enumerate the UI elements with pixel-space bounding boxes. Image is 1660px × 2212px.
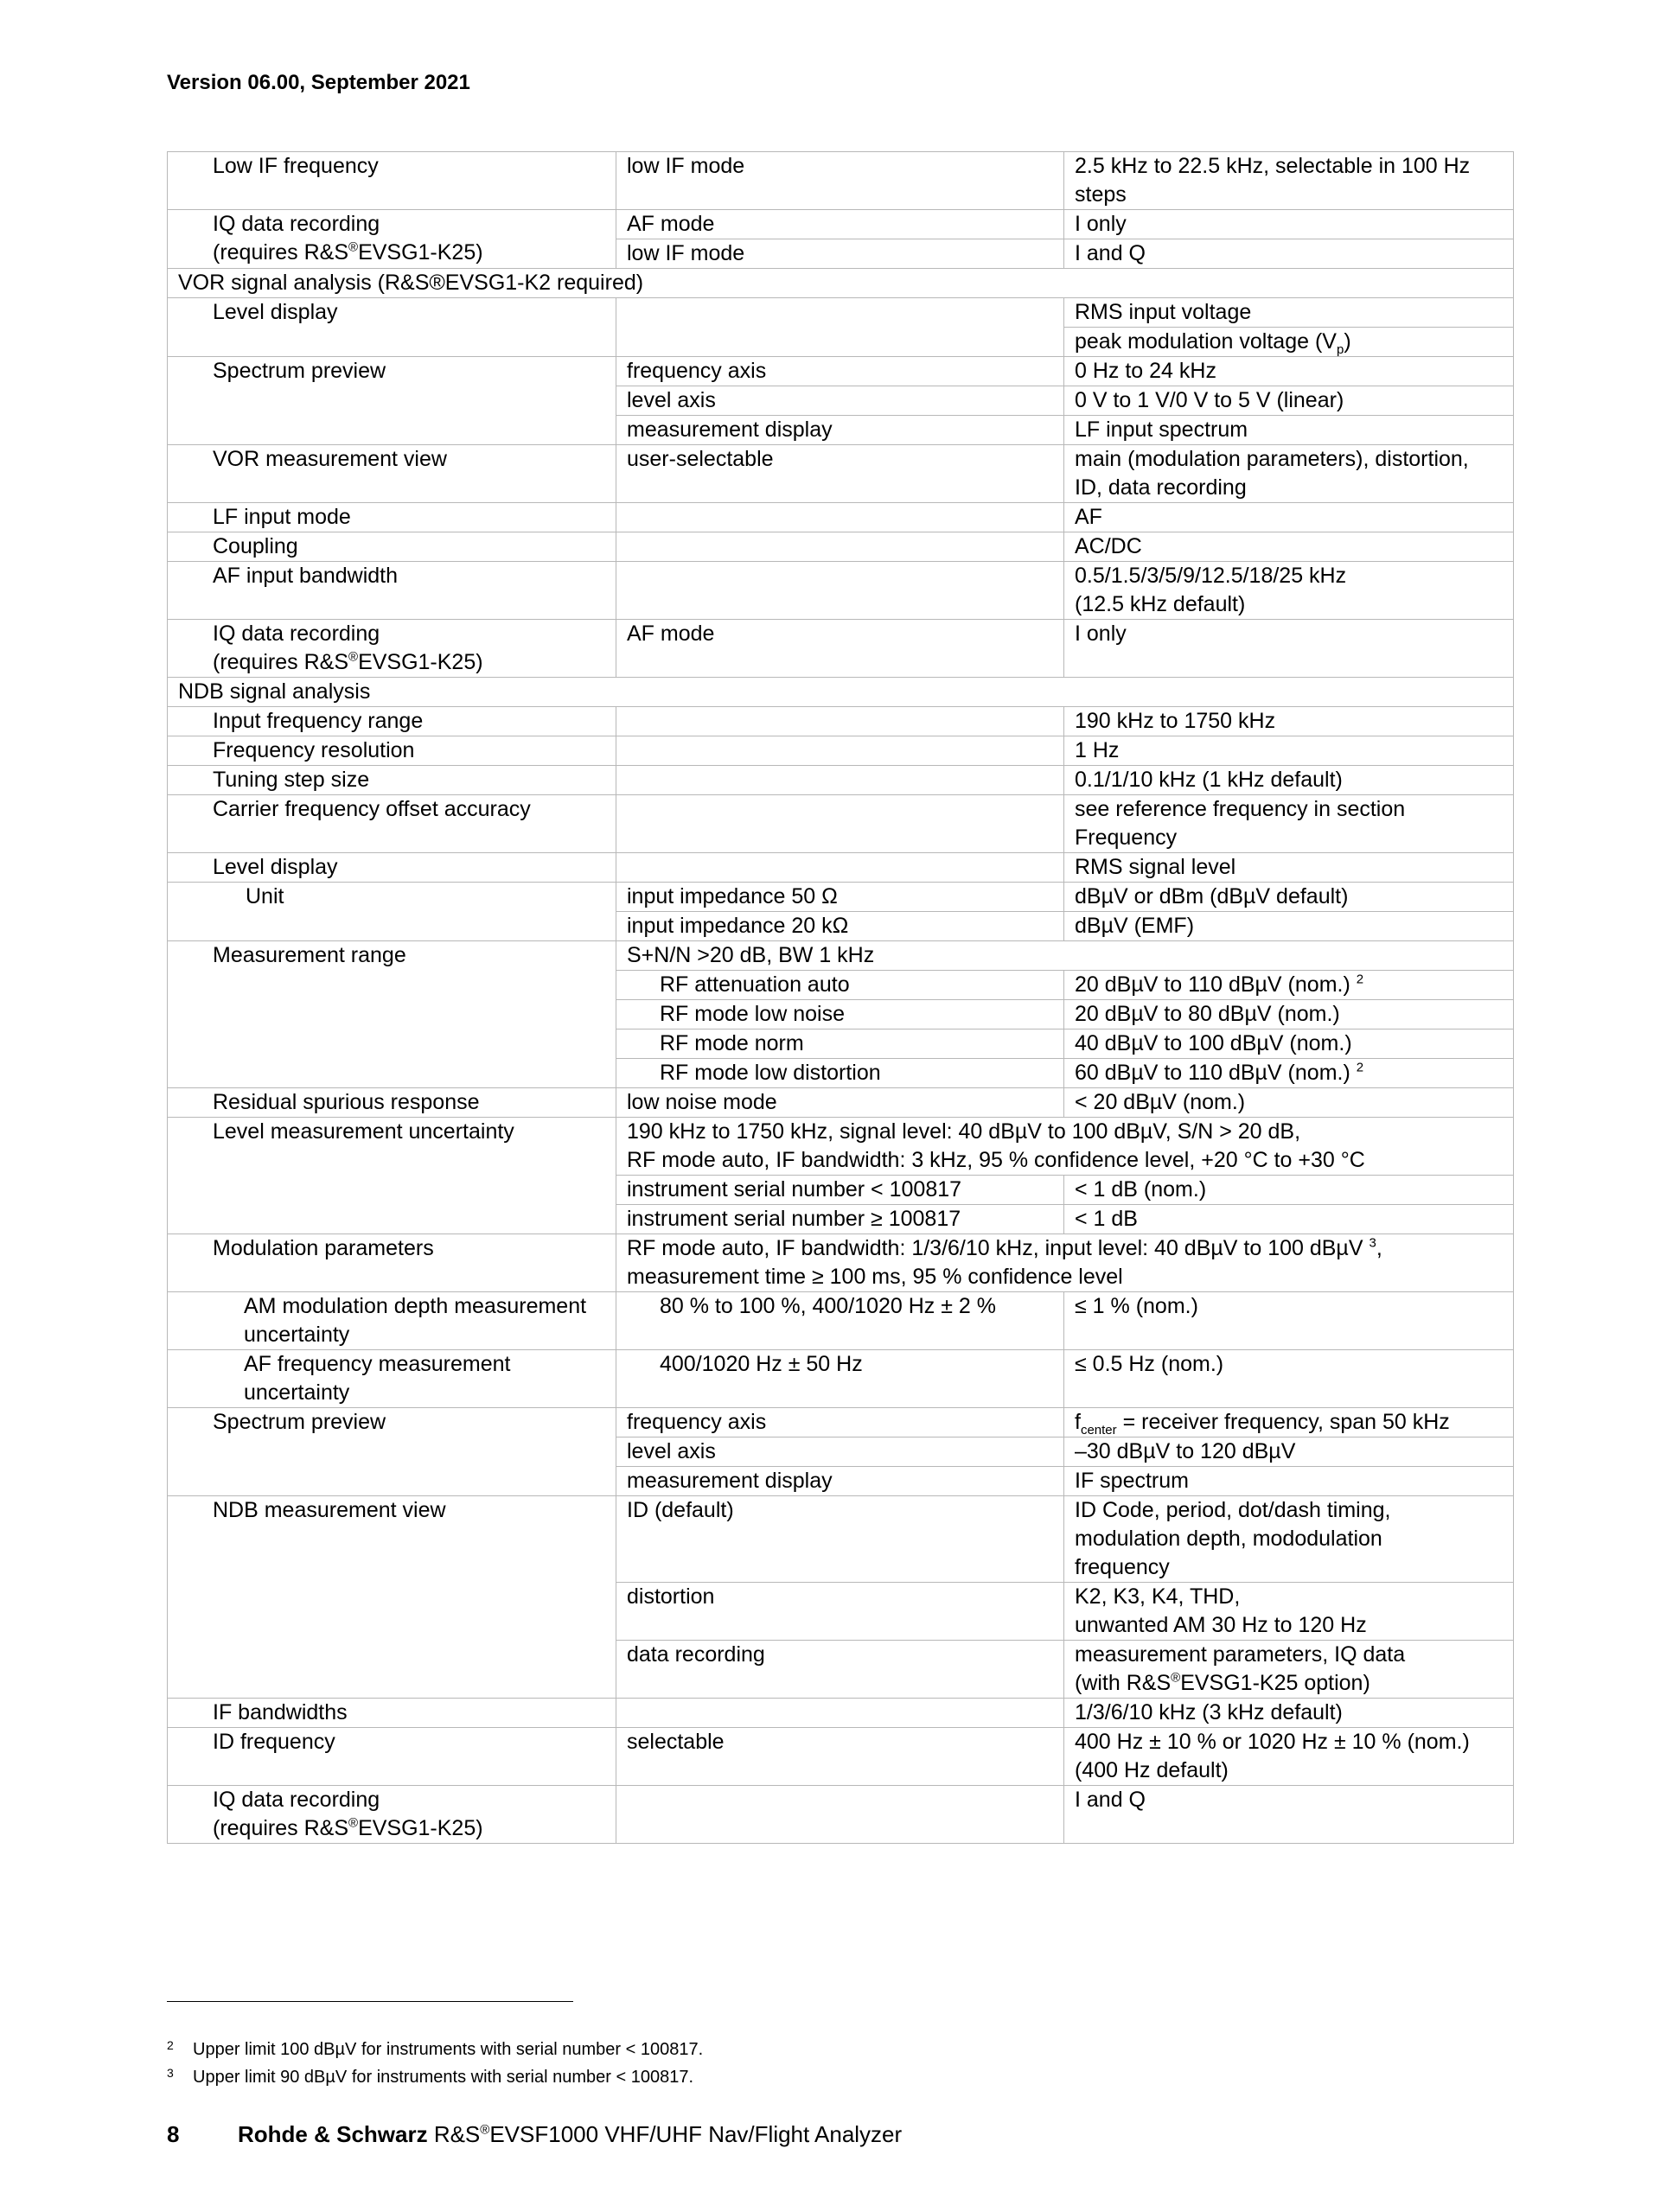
footnote-ref: 2	[1356, 1060, 1364, 1075]
version-header: Version 06.00, September 2021	[167, 71, 470, 94]
table-row	[168, 1786, 1514, 1844]
value-cell: 60 dBµV to 110 dBµV (nom.) $^2$	[1064, 1059, 1514, 1088]
table-row	[168, 1496, 1514, 1583]
table-row	[168, 1118, 1514, 1176]
value-cell: LF input spectrum	[1064, 416, 1514, 445]
value-cell: I and Q	[1064, 239, 1514, 269]
table-row	[168, 503, 1514, 532]
value-cell: < 1 dB (nom.)	[1064, 1176, 1514, 1205]
table-row	[168, 1408, 1514, 1437]
param-cell: Level display	[168, 298, 616, 357]
value-cell: dBµV or dBm (dBµV default)	[1064, 883, 1514, 912]
table-row	[168, 795, 1514, 853]
condition-cell: low noise mode	[616, 1088, 1064, 1118]
value-cell: 2.5 kHz to 22.5 kHz, selectable in 100 Hz steps	[1064, 152, 1514, 210]
table-row	[168, 210, 1514, 239]
param-cell: Measurement range	[168, 941, 616, 1088]
condition-cell: RF mode auto, IF bandwidth: 1/3/6/10 kHz, input level: 40 dBµV to 100 dBµV $^3$, measurement time ≥ 100 ms, 95 % confidence level	[616, 1234, 1514, 1292]
value-cell: 0.1/1/10 kHz (1 kHz default)	[1064, 766, 1514, 795]
value-cell: –30 dBµV to 120 dBµV	[1064, 1437, 1514, 1467]
table-row	[168, 620, 1514, 678]
table-row	[168, 1350, 1514, 1408]
condition-cell: user-selectable	[616, 445, 1064, 503]
value-cell: I only	[1064, 620, 1514, 678]
param-cell: Frequency resolution	[168, 736, 616, 766]
section-heading: VOR signal analysis (R&S®EVSG1-K2 required)	[168, 269, 1514, 298]
param-cell: Low IF frequency	[168, 152, 616, 210]
condition-cell: level axis	[616, 386, 1064, 416]
condition-cell: ID (default)	[616, 1496, 1064, 1583]
value-cell: 20 dBµV to 80 dBµV (nom.)	[1064, 1000, 1514, 1030]
page-number: 8	[167, 2121, 180, 2147]
condition-cell	[616, 707, 1064, 736]
param-cell: AM modulation depth measurement uncertainty	[168, 1292, 616, 1350]
param-cell: IQ data recording (requires R&S®EVSG1-K25)	[168, 620, 616, 678]
table-row	[168, 1088, 1514, 1118]
footnote-text: Upper limit 100 dBµV for instruments with serial number < 100817.	[193, 2040, 704, 2059]
condition-cell: input impedance 50 Ω	[616, 883, 1064, 912]
condition-cell: AF mode	[616, 210, 1064, 239]
value-cell: peak modulation voltage $(V_p)$	[1064, 328, 1514, 357]
table-row	[168, 853, 1514, 883]
condition-cell	[616, 736, 1064, 766]
param-cell: Spectrum preview	[168, 357, 616, 445]
param-cell: Level display	[168, 853, 616, 883]
value-cell: 1 Hz	[1064, 736, 1514, 766]
condition-cell	[616, 532, 1064, 562]
condition-cell: selectable	[616, 1728, 1064, 1786]
param-cell: Residual spurious response	[168, 1088, 616, 1118]
condition-cell: RF attenuation auto	[616, 971, 1064, 1000]
condition-cell: low IF mode	[616, 239, 1064, 269]
value-cell: 40 dBµV to 100 dBµV (nom.)	[1064, 1030, 1514, 1059]
condition-cell: low IF mode	[616, 152, 1064, 210]
value-cell: 0 V to 1 V/0 V to 5 V (linear)	[1064, 386, 1514, 416]
param-cell: Spectrum preview	[168, 1408, 616, 1496]
footnote-number: 2	[167, 2038, 174, 2052]
table-row	[168, 1728, 1514, 1786]
condition-cell	[616, 298, 1064, 357]
value-cell: ≤ 0.5 Hz (nom.)	[1064, 1350, 1514, 1408]
param-cell: IF bandwidths	[168, 1699, 616, 1728]
param-cell: NDB measurement view	[168, 1496, 616, 1699]
footnote-ref: 2	[1356, 972, 1364, 987]
condition-cell: distortion	[616, 1583, 1064, 1641]
param-cell: Carrier frequency offset accuracy	[168, 795, 616, 853]
section-row	[168, 678, 1514, 707]
condition-cell: instrument serial number ≥ 100817	[616, 1205, 1064, 1234]
value-cell: main (modulation parameters), distortion, ID, data recording	[1064, 445, 1514, 503]
condition-cell: RF mode low distortion	[616, 1059, 1064, 1088]
table-row	[168, 941, 1514, 971]
condition-cell: measurement display	[616, 416, 1064, 445]
condition-cell	[616, 853, 1064, 883]
condition-cell: input impedance 20 kΩ	[616, 912, 1064, 941]
footnote-text: Upper limit 90 dBµV for instruments with serial number < 100817.	[193, 2068, 694, 2087]
param-cell: AF input bandwidth	[168, 562, 616, 620]
value-cell: < 1 dB	[1064, 1205, 1514, 1234]
footnote-divider	[167, 2001, 573, 2002]
value-cell: $f_{center}$ = receiver frequency, span 50 kHz	[1064, 1408, 1514, 1437]
value-cell: < 20 dBµV (nom.)	[1064, 1088, 1514, 1118]
condition-cell: 190 kHz to 1750 kHz, signal level: 40 dBµV to 100 dBµV, S/N > 20 dB, RF mode auto, IF bandwidth: 3 kHz, 95 % confidence level, +20 °C to +30 °C	[616, 1118, 1514, 1176]
condition-cell: instrument serial number < 100817	[616, 1176, 1064, 1205]
footer-brand: Rohde & Schwarz	[238, 2121, 428, 2147]
table-row	[168, 707, 1514, 736]
param-cell: Tuning step size	[168, 766, 616, 795]
condition-cell: S+N/N >20 dB, BW 1 kHz	[616, 941, 1514, 971]
param-cell: Modulation parameters	[168, 1234, 616, 1292]
table-row	[168, 1699, 1514, 1728]
section-row	[168, 269, 1514, 298]
value-cell: AF	[1064, 503, 1514, 532]
value-cell: 190 kHz to 1750 kHz	[1064, 707, 1514, 736]
condition-cell: frequency axis	[616, 1408, 1064, 1437]
value-cell: dBµV (EMF)	[1064, 912, 1514, 941]
table-row	[168, 736, 1514, 766]
condition-cell: level axis	[616, 1437, 1064, 1467]
condition-cell	[616, 1786, 1064, 1844]
value-cell: I and Q	[1064, 1786, 1514, 1844]
value-cell: I only	[1064, 210, 1514, 239]
table-row	[168, 1234, 1514, 1292]
param-cell: IQ data recording (requires R&S®EVSG1-K25)	[168, 1786, 616, 1844]
footnote	[167, 2066, 693, 2088]
param-cell: IQ data recording (requires R&S®EVSG1-K25)	[168, 210, 616, 269]
table-row	[168, 532, 1514, 562]
condition-cell	[616, 503, 1064, 532]
value-cell: 0 Hz to 24 kHz	[1064, 357, 1514, 386]
footer-product: R&S®EVSF1000 VHF/UHF Nav/Flight Analyzer	[427, 2121, 903, 2147]
footnote-ref: 3	[1369, 1235, 1376, 1251]
param-cell: Unit	[168, 883, 616, 941]
table-row	[168, 1292, 1514, 1350]
table-row	[168, 357, 1514, 386]
condition-cell: data recording	[616, 1641, 1064, 1699]
value-cell: 400 Hz ± 10 % or 1020 Hz ± 10 % (nom.) (400 Hz default)	[1064, 1728, 1514, 1786]
condition-cell	[616, 562, 1064, 620]
condition-cell: frequency axis	[616, 357, 1064, 386]
value-cell: K2, K3, K4, THD, unwanted AM 30 Hz to 120 Hz	[1064, 1583, 1514, 1641]
table-row	[168, 883, 1514, 912]
table-row	[168, 152, 1514, 210]
value-cell: ≤ 1 % (nom.)	[1064, 1292, 1514, 1350]
condition-cell	[616, 795, 1064, 853]
condition-cell: 80 % to 100 %, 400/1020 Hz ± 2 %	[616, 1292, 1064, 1350]
param-cell: Level measurement uncertainty	[168, 1118, 616, 1234]
condition-cell	[616, 1699, 1064, 1728]
value-cell: IF spectrum	[1064, 1467, 1514, 1496]
footnote	[167, 2038, 703, 2060]
table-row	[168, 298, 1514, 328]
condition-cell: measurement display	[616, 1467, 1064, 1496]
param-cell: Coupling	[168, 532, 616, 562]
param-cell: AF frequency measurement uncertainty	[168, 1350, 616, 1408]
param-cell: ID frequency	[168, 1728, 616, 1786]
page-footer	[167, 2121, 902, 2148]
param-cell: VOR measurement view	[168, 445, 616, 503]
param-cell: Input frequency range	[168, 707, 616, 736]
condition-cell: RF mode low noise	[616, 1000, 1064, 1030]
section-heading: NDB signal analysis	[168, 678, 1514, 707]
value-cell: 20 dBµV to 110 dBµV (nom.) $^2$	[1064, 971, 1514, 1000]
value-cell: 0.5/1.5/3/5/9/12.5/18/25 kHz (12.5 kHz default)	[1064, 562, 1514, 620]
value-cell: ID Code, period, dot/dash timing, modulation depth, mododulation frequency	[1064, 1496, 1514, 1583]
footnote-number: 3	[167, 2066, 174, 2080]
spec-table	[167, 151, 1514, 1844]
value-cell: see reference frequency in section Frequency	[1064, 795, 1514, 853]
value-cell: 1/3/6/10 kHz (3 kHz default)	[1064, 1699, 1514, 1728]
value-cell: RMS input voltage	[1064, 298, 1514, 328]
condition-cell: AF mode	[616, 620, 1064, 678]
table-row	[168, 445, 1514, 503]
condition-cell: RF mode norm	[616, 1030, 1064, 1059]
value-cell: RMS signal level	[1064, 853, 1514, 883]
condition-cell: 400/1020 Hz ± 50 Hz	[616, 1350, 1064, 1408]
param-cell: LF input mode	[168, 503, 616, 532]
table-row	[168, 562, 1514, 620]
table-row	[168, 766, 1514, 795]
condition-cell	[616, 766, 1064, 795]
value-cell: AC/DC	[1064, 532, 1514, 562]
value-cell: measurement parameters, IQ data (with R&S®EVSG1-K25 option)	[1064, 1641, 1514, 1699]
